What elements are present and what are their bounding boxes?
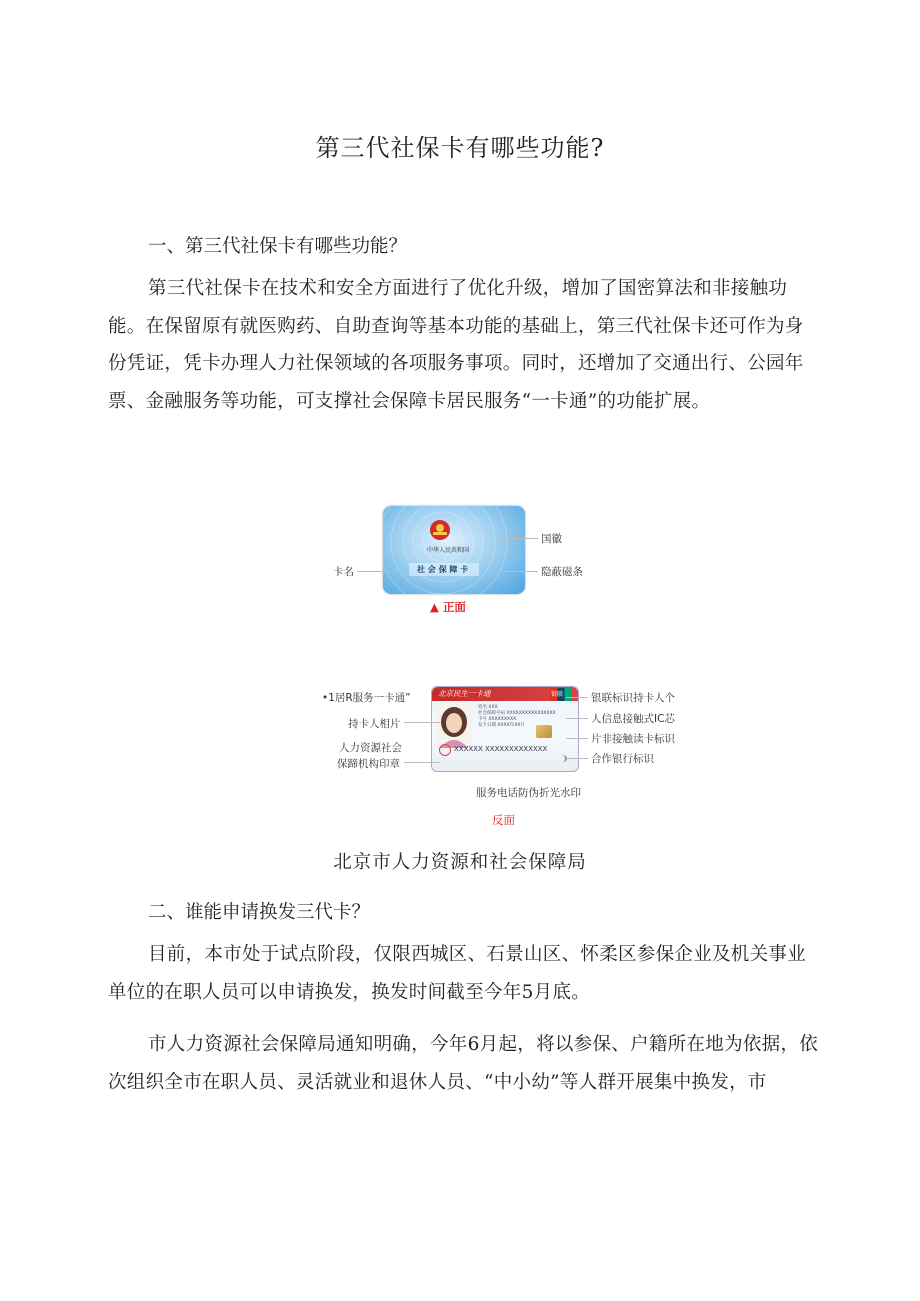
section2-para1: 目前，本市处于试点阶段，仅限西城区、石景山区、怀柔区参保企业及机关事业单位的在职人员可以申请换发，换发时间截至今年5月底。 [108,944,807,1003]
section2-heading: 二、谁能申请换发三代卡？ [148,902,371,923]
bottom-label: 服务电话防伪折光水印 [476,787,581,799]
national-emblem-icon [430,520,450,540]
leader-right-2 [566,718,588,719]
section2-para2: 市人力资源社会保障局通知明确，今年6月起，将以参保、户籍所在地为依据，依次组织全市在职人员、灵活就业和退休人员、“中小幼”等人群开展集中换发，市 [108,1034,819,1093]
section1-heading: 一、第三代社保卡有哪些功能？ [148,236,408,257]
left-label-3: 人力资源社会 [339,742,402,754]
section1-body: 第三代社保卡在技术和安全方面进行了优化升级，增加了国密算法和非接触功能。在保留原有就医购药、自助查询等基本功能的基础上，第三代社保卡还可作为身份凭证，凭卡办理人力社保领域的各项服务事项。同时，还增加了交通出行、公园年票、金融服务等功能，可支撑社会保障卡居民服务“一卡通”的功能扩展。 [108,278,804,412]
page-title: 第三代社保卡有哪些功能? [315,134,605,162]
card-back-image [431,686,579,772]
field-line-3: 卡号 XXXXXXXXX [478,717,517,722]
label-card-name: 卡名 [333,566,354,578]
leader-photo [404,722,440,723]
leader-right-1 [566,697,588,698]
left-label-1: •1居R服务一卡通” [322,692,411,704]
card-number: XXXXXX XXXXXXXXXXXXX [454,745,548,753]
card-name: 社 会 保 障 卡 [417,565,469,574]
card-issuer: 中华人民共和国 [427,547,470,554]
right-label-1: 银联标识持卡人个 [591,692,675,704]
holder-photo-icon [436,704,472,748]
card-front-image [383,506,525,594]
back-caption: 反面 [492,813,515,827]
right-label-4: 合作银行标识 [591,753,654,765]
field-line-4: 发卡日期 XXXX年XX月 [478,723,525,728]
leader-right-3 [566,738,588,739]
right-label-3: 片非接触读卡标识 [591,733,675,745]
left-label-4: 保蹄机构印章 [337,758,400,770]
leader-card-name [357,571,405,572]
ic-chip-icon [536,725,552,738]
field-line-2: 社会保障号码 XXXXXXXXXXXXXXXX [478,711,556,716]
left-label-2: 持卡人相片 [348,718,401,730]
field-line-1: 姓名 XXX [478,705,498,710]
front-caption: ▲ 正面 [430,600,466,614]
card-back-band-text: 北京民生一卡通 [438,689,491,698]
leader-right-4 [566,758,588,759]
leader-stripe [500,571,538,572]
label-emblem: 国徽 [541,533,562,545]
leader-seal [404,762,440,763]
seal-icon [439,744,451,756]
right-label-2: 人信息接触式IC芯 [591,713,675,725]
leader-emblem [500,538,538,539]
unionpay-text: 银联 [551,691,564,698]
figure-source: 北京市人力资源和社会保障局 [333,852,587,873]
label-stripe: 隐蔽磁条 [541,566,583,578]
